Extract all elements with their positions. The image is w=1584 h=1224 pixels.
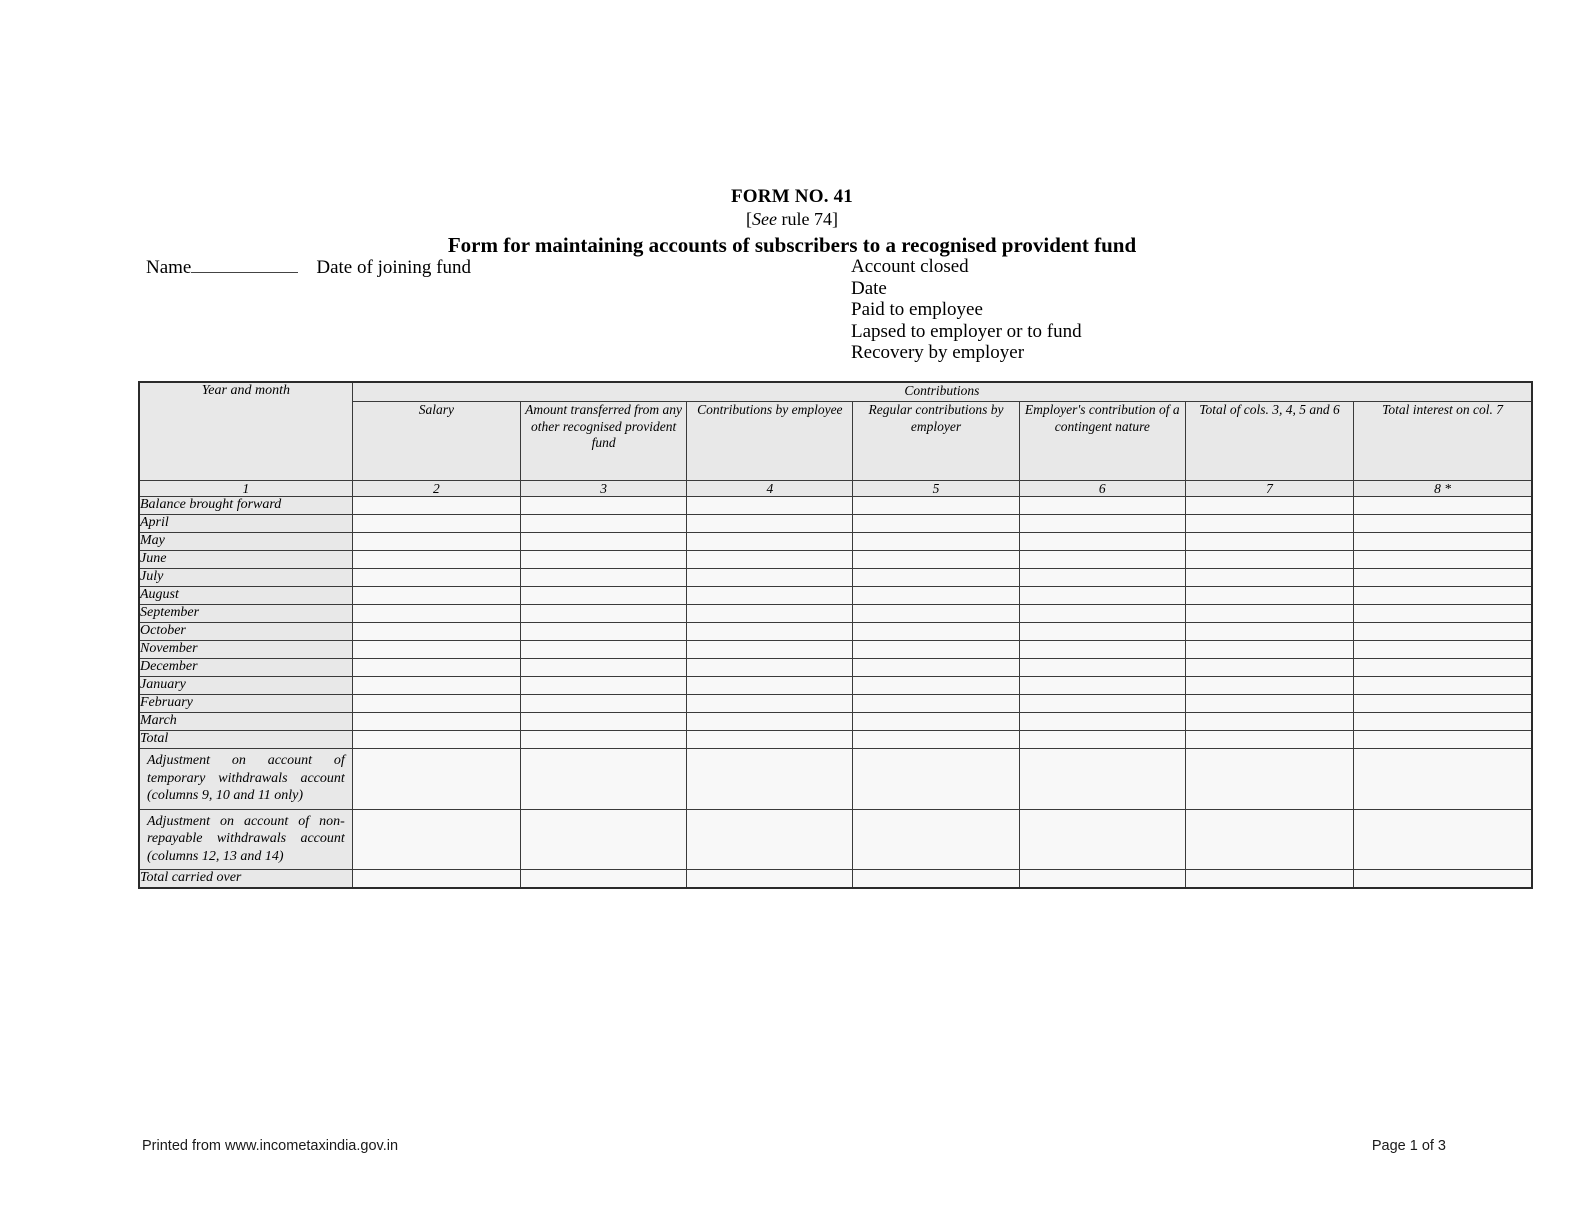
data-cell[interactable] [1019,695,1185,713]
data-cell[interactable] [521,497,687,515]
see-rule-reference [0,208,1584,231]
data-cell[interactable] [853,533,1019,551]
header-employers-contribution-contingent: Employer's contribution of a contingent nature [1019,402,1185,481]
table-row [139,731,1532,749]
data-cell[interactable] [521,870,687,889]
data-cell[interactable] [1354,809,1532,870]
column-number-2: 2 [352,481,520,497]
table-column-number-row [139,481,1532,497]
data-cell[interactable] [853,749,1019,810]
data-cell[interactable] [352,497,520,515]
data-cell[interactable] [853,641,1019,659]
table-row [139,695,1532,713]
data-cell[interactable] [687,870,853,889]
data-cell[interactable] [853,659,1019,677]
data-cell[interactable] [521,809,687,870]
table-row [139,605,1532,623]
data-cell[interactable] [352,623,520,641]
data-cell[interactable] [1354,659,1532,677]
data-cell[interactable] [1185,551,1353,569]
data-cell[interactable] [1019,587,1185,605]
data-cell[interactable] [687,713,853,731]
data-cell[interactable] [1019,605,1185,623]
data-cell[interactable] [687,551,853,569]
data-cell[interactable] [1019,515,1185,533]
data-cell[interactable] [1185,749,1353,810]
table-row [139,713,1532,731]
data-cell[interactable] [853,605,1019,623]
data-cell[interactable] [352,659,520,677]
data-cell[interactable] [1019,623,1185,641]
data-cell[interactable] [521,569,687,587]
data-cell[interactable] [1019,731,1185,749]
table-row [139,749,1532,810]
header-year-and-month: Year and month [139,382,352,481]
row-label-total: Total [139,731,352,749]
header-salary: Salary [352,402,520,481]
name-input-blank[interactable] [191,256,298,273]
table-row [139,809,1532,870]
data-cell[interactable] [521,677,687,695]
row-label-adjustment-non-repayable-withdrawals: Adjustment on account of non-repayable withdrawals account (columns 12, 13 and 14) [139,809,352,870]
table-row [139,659,1532,677]
data-cell[interactable] [1185,515,1353,533]
data-cell[interactable] [1354,605,1532,623]
header-amount-transferred: Amount transferred from any other recognised provident fund [521,402,687,481]
data-cell[interactable] [853,731,1019,749]
data-cell[interactable] [1185,731,1353,749]
data-cell[interactable] [521,587,687,605]
data-cell[interactable] [1185,641,1353,659]
table-row [139,515,1532,533]
data-cell[interactable] [1185,587,1353,605]
data-cell[interactable] [521,695,687,713]
table-row [139,587,1532,605]
data-cell[interactable] [687,731,853,749]
data-cell[interactable] [1354,731,1532,749]
row-label-september: September [139,605,352,623]
data-cell[interactable] [1354,515,1532,533]
data-cell[interactable] [352,605,520,623]
row-label-balance-brought-forward: Balance brought forward [139,497,352,515]
data-cell[interactable] [1185,695,1353,713]
data-cell[interactable] [1019,497,1185,515]
data-cell[interactable] [352,713,520,731]
data-cell[interactable] [1185,870,1353,889]
form-number: FORM NO. 41 [731,186,853,207]
row-label-may: May [139,533,352,551]
name-line [146,256,471,279]
data-cell[interactable] [1354,551,1532,569]
data-cell[interactable] [1354,569,1532,587]
data-cell[interactable] [352,749,520,810]
data-cell[interactable] [853,870,1019,889]
row-label-adjustment-temporary-withdrawals: Adjustment on account of temporary withdrawals account (columns 9, 10 and 11 only) [139,749,352,810]
data-cell[interactable] [1354,749,1532,810]
data-cell[interactable] [687,659,853,677]
data-cell[interactable] [352,695,520,713]
column-number-1: 1 [139,481,352,497]
table-row [139,870,1532,889]
data-cell[interactable] [1019,809,1185,870]
header-contributions-by-employee: Contributions by employee [687,402,853,481]
row-label-december: December [139,659,352,677]
row-label-november: November [139,641,352,659]
info-item-paid-to-employee: Paid to employee [851,299,983,321]
data-cell[interactable] [1354,677,1532,695]
table-row [139,677,1532,695]
data-cell[interactable] [687,533,853,551]
info-item-lapsed-to-employer: Lapsed to employer or to fund [851,320,1082,342]
data-cell[interactable] [352,809,520,870]
date-of-joining-label: Date of joining fund [316,257,471,278]
row-label-april: April [139,515,352,533]
data-cell[interactable] [521,659,687,677]
data-cell[interactable] [853,569,1019,587]
data-cell[interactable] [352,569,520,587]
row-label-june: June [139,551,352,569]
see-rule-see-word: See [752,209,777,229]
data-cell[interactable] [687,623,853,641]
row-label-total-carried-over: Total carried over [139,870,352,889]
data-cell[interactable] [352,515,520,533]
data-cell[interactable] [687,641,853,659]
column-number-4: 4 [687,481,853,497]
table-row [139,569,1532,587]
see-rule-bracket-open: [ [746,209,753,229]
table-row [139,623,1532,641]
data-cell[interactable] [1354,870,1532,889]
data-cell[interactable] [1185,623,1353,641]
data-cell[interactable] [352,587,520,605]
row-label-july: July [139,569,352,587]
table-row [139,533,1532,551]
data-cell[interactable] [352,731,520,749]
data-cell[interactable] [687,497,853,515]
data-cell[interactable] [1185,605,1353,623]
data-cell[interactable] [1354,641,1532,659]
data-cell[interactable] [1019,870,1185,889]
data-cell[interactable] [853,587,1019,605]
data-cell[interactable] [352,533,520,551]
data-cell[interactable] [687,515,853,533]
data-cell[interactable] [521,533,687,551]
footer-page-number: Page 1 of 3 [1371,1138,1446,1154]
data-cell[interactable] [687,695,853,713]
data-cell[interactable] [853,677,1019,695]
data-cell[interactable] [1354,533,1532,551]
header-contributions-group: Contributions [352,382,1532,402]
data-cell[interactable] [352,551,520,569]
data-cell[interactable] [521,713,687,731]
data-cell[interactable] [1185,569,1353,587]
data-cell[interactable] [1185,659,1353,677]
row-label-august: August [139,587,352,605]
data-cell[interactable] [1185,713,1353,731]
info-item-date: Date [851,277,887,299]
data-cell[interactable] [1354,713,1532,731]
data-cell[interactable] [853,551,1019,569]
table-row [139,641,1532,659]
data-cell[interactable] [1019,641,1185,659]
data-cell[interactable] [521,551,687,569]
name-label: Name [146,257,192,278]
column-number-3: 3 [521,481,687,497]
column-number-5: 5 [853,481,1019,497]
data-cell[interactable] [687,605,853,623]
accounts-table [138,381,1533,889]
data-cell[interactable] [352,677,520,695]
data-cell[interactable] [687,809,853,870]
data-cell[interactable] [853,515,1019,533]
data-cell[interactable] [1354,695,1532,713]
data-cell[interactable] [853,713,1019,731]
data-cell[interactable] [853,497,1019,515]
account-info-list [851,256,1082,364]
title-block [0,186,1584,258]
data-cell[interactable] [1354,587,1532,605]
data-cell[interactable] [1185,677,1353,695]
form-heading: Form for maintaining accounts of subscribers to a recognised provident fund [447,233,1137,257]
data-cell[interactable] [1354,623,1532,641]
accounts-table-wrapper [138,381,1533,889]
info-item-account-closed: Account closed [851,256,969,277]
data-cell[interactable] [687,677,853,695]
data-cell[interactable] [1185,533,1353,551]
table-group-header-row [139,382,1532,402]
data-cell[interactable] [853,809,1019,870]
data-cell[interactable] [1185,497,1353,515]
data-cell[interactable] [1354,497,1532,515]
page-footer [0,1138,1584,1162]
data-cell[interactable] [1185,809,1353,870]
data-cell[interactable] [352,641,520,659]
info-item-recovery-by-employer: Recovery by employer [851,342,1025,364]
table-row [139,497,1532,515]
data-cell[interactable] [521,605,687,623]
data-cell[interactable] [352,870,520,889]
table-row [139,551,1532,569]
data-cell[interactable] [1019,551,1185,569]
data-cell[interactable] [1019,659,1185,677]
column-number-7: 7 [1185,481,1353,497]
data-cell[interactable] [1019,677,1185,695]
header-regular-contributions-by-employer: Regular contributions by employer [853,402,1019,481]
data-cell[interactable] [1019,749,1185,810]
data-cell[interactable] [853,623,1019,641]
data-cell[interactable] [521,623,687,641]
column-number-6: 6 [1019,481,1185,497]
data-cell[interactable] [521,641,687,659]
row-label-february: February [139,695,352,713]
footer-printed-from: Printed from www.incometaxindia.gov.in [142,1138,399,1154]
data-cell[interactable] [687,569,853,587]
data-cell[interactable] [853,695,1019,713]
row-label-october: October [139,623,352,641]
column-number-8: 8 * [1354,481,1532,497]
data-cell[interactable] [1019,569,1185,587]
header-total-of-cols: Total of cols. 3, 4, 5 and 6 [1185,402,1353,481]
row-label-march: March [139,713,352,731]
data-cell[interactable] [1019,533,1185,551]
row-label-january: January [139,677,352,695]
data-cell[interactable] [521,731,687,749]
data-cell[interactable] [521,515,687,533]
data-cell[interactable] [687,749,853,810]
data-cell[interactable] [1019,713,1185,731]
data-cell[interactable] [687,587,853,605]
header-total-interest-on-col-7: Total interest on col. 7 [1354,402,1532,481]
data-cell[interactable] [521,749,687,810]
see-rule-rest: rule 74] [777,209,838,229]
